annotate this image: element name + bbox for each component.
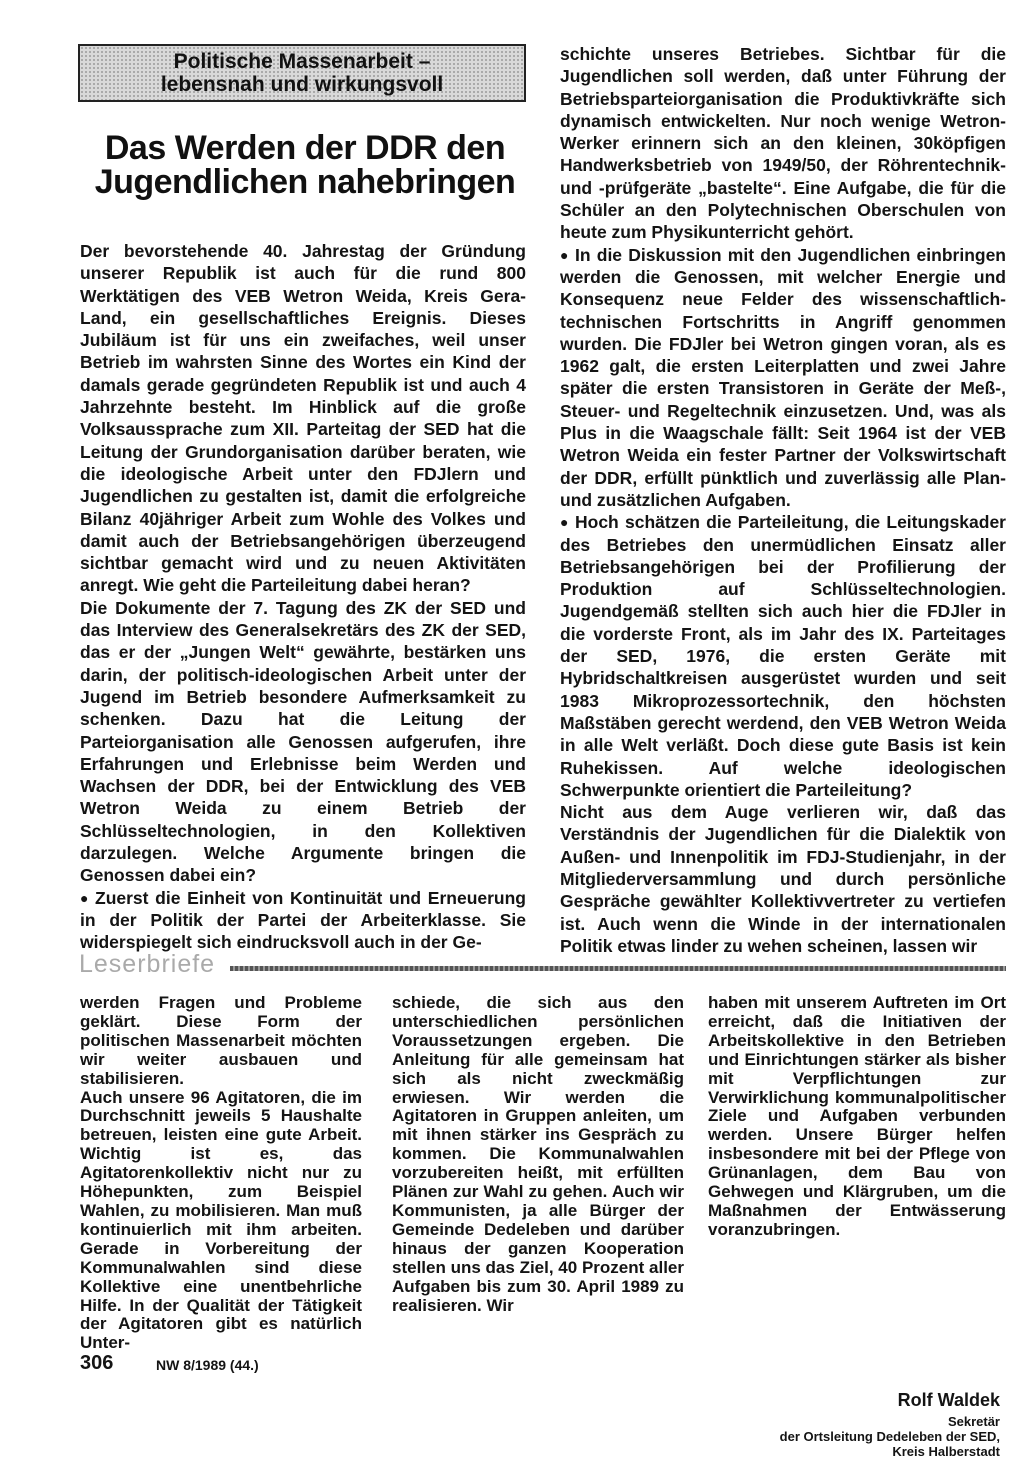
bullet-icon: ● [560, 246, 569, 263]
letters-paragraph: haben mit unserem Auftreten im Ort erreicht, daß die Initiativen der Arbeitskollektive in den Betrieben und Einrichtungen stärker als bisher mit Verpflichtungen zur Verwirklichung kommunalpolitischer Ziele und Aufgaben verbunden werden. Unsere Bürger helfen insbesondere mit bei der Pflege von Grünanlagen, dem Bau von Gehwegen und Klärgruben, um die Maßnahmen der Entwässerung voranzubringen. [708, 993, 1006, 1239]
article-paragraph: Der bevorstehende 40. Jahrestag der Gründung unserer Republik ist auch für die rund 800 Werktätigen des VEB Wetron Weida, Kreis Gera-Land, ein gesellschaftliches Ereignis. Dieses Jubiläum ist für uns ein zweifaches, weil unser Betrieb im wahrsten Sinne des Wortes ein Kind der damals gerade gegründeten Republik ist und auch 4 Jahrzehnte besteht. Im Hinblick auf die große Volksaussprache zum XII. Parteitag der SED hat die Leitung der Grundorganisation darüber beraten, wie die ideologische Arbeit unter den FDJlern und Jugendlichen zu gestalten ist, damit die erfolgreiche Bilanz 40jähriger Arbeit zum Wohle des Volkes und damit auch der Betriebsangehörigen überzeugend sichtbar gemacht wird und zu neuen Aktivitäten anregt. Wie geht die Parteileitung dabei heran? [80, 241, 526, 596]
article-paragraph: ● Zuerst die Einheit von Kontinuität und Erneuerung in der Politik der Partei der Arbeiterklasse. Sie widerspiegelt sich eindrucksvoll auch in der Ge- [80, 887, 526, 953]
page-number: 306 [80, 1352, 114, 1374]
article-column-1 [80, 240, 526, 954]
article-paragraph: Die Dokumente der 7. Tagung des ZK der SED und das Interview des Generalsekretärs des ZK der SED, das er der „Jungen Welt“ gewährte, bestärken uns darin, der politisch-ideologischen Arbeit unter der Jugend im Betrieb besondere Aufmerksamkeit zu schenken. Dazu hat die Leitung der Parteiorganisation alle Genossen aufgerufen, ihre Erfahrungen und Erlebnisse beim Werden und Wachsen der DDR, bei der Entwicklung des VEB Wetron Weida zu einem Betrieb der Schlüsseltechnologien, in den Kollektiven darzulegen. Welche Argumente bringen die Genossen dabei ein? [80, 597, 526, 886]
letters-paragraph: schiede, die sich aus den unterschiedlichen persönlichen Voraussetzungen ergeben. Die Anleitung für alle gemeinsam hat sich als nicht zweckmäßig erwiesen. Wir werden die Agitatoren in Gruppen anleiten, um mit ihnen stärker ins Gespräch zu kommen. Die Kommunalwahlen vorzubereiten heißt, mit erfüllten Plänen zur Wahl zu gehen. Auch wir Kommunisten, ja alle Bürger der Gemeinde Dedeleben und darüber hinaus der ganzen Kooperation stellen uns das Ziel, 40 Prozent aller Aufgaben bis zum 30. April 1989 zu realisieren. Wir [392, 993, 684, 1315]
bullet-icon: ● [560, 514, 569, 531]
letters-paragraph: werden Fragen und Probleme geklärt. Diese Form der politischen Massenarbeit möchten wir weiter ausbauen und stabilisieren. [80, 993, 362, 1088]
letters-column-3 [708, 994, 1006, 1240]
article-paragraph: ● In die Diskussion mit den Jugendlichen einbringen werden die Genossen, mit welcher Energie und Konsequenz neue Felder des wissenschaftlich-technischen Fortschritts in Angriff genommen wurden. Die FDJler bei Wetron gingen voran, als es 1962 galt, die ersten Leiterplatten und zwei Jahre später die ersten Transistoren in Geräte der Meß-, Steuer- und Regeltechnik einzusetzen. Und, was als Plus in die Waagschale fällt: Seit 1964 ist der VEB Wetron Weida ein fester Partner der Volkswirtschaft der DDR, erfüllt pünktlich und zuverlässig alle Plan- und zusätzlichen Aufgaben. [560, 244, 1006, 510]
kicker-line-2: lebensnah und wirkungsvoll [160, 73, 444, 96]
headline-line-1: Das Werden der DDR den [104, 129, 506, 167]
issue-reference: NW 8/1989 (44.) [156, 1357, 259, 1373]
signature-title: Sekretär [947, 1414, 1000, 1429]
letters-column-1 [80, 994, 362, 1353]
article-paragraph: ● Hoch schätzen die Parteileitung, die Leitungskader des Betriebes den unermüdlichen Einsatz aller Betriebsangehörigen bei der Profilierung der Produktion auf Schlüsseltechnologien. Jugendgemäß stellten sich auch hier die FDJler in die vorderste Front, als im Jahr des IX. Parteitages der SED, 1976, die ersten Geräte mit Hybridschaltkreisen ausgerüstet wurden und seit 1983 Mikroprozessortechnik, den höchsten Maßstäben gerecht werdend, den VEB Wetron Weida in alle Welt verläßt. Doch diese gute Basis ist kein Ruhekissen. Auf welche ideologischen Schwerpunkte orientiert die Parteileitung? [560, 512, 1006, 800]
letters-column-2 [392, 994, 684, 1315]
section-label-leserbriefe: Leserbriefe [79, 950, 216, 978]
article-paragraph: Nicht aus dem Auge verlieren wir, daß das Verständnis der Jugendlichen für die Dialektik von Außen- und Innenpolitik im FDJ-Studienjahr, in der Mitgliederversammlung und durch persönliche Gespräche gewählter Kollektivvertreter zu vertiefen ist. Auch wenn die Winde in der internationalen Politik etwas linder zu wehen scheinen, lassen wir [560, 802, 1006, 956]
signature-organisation: der Ortsleitung Dedeleben der SED, [779, 1429, 1000, 1444]
kicker-line-1: Politische Massenarbeit – [173, 50, 431, 73]
kicker-box [78, 44, 526, 102]
article-paragraph: schichte unseres Betriebes. Sichtbar für die Jugendlichen soll werden, daß unter Führung der Betriebsparteiorganisation die Produktivkräfte sich dynamisch entwickelten. Nur noch wenige Wetron-Werker erinnern sich an den kleinen, 30köpfigen Handwerksbetrieb von 1949/50, der Röhrentechnik- und -prüfgeräte „bastelte“. Eine Aufgabe, die für die Schüler an den Polytechnischen Oberschulen von heute zum Physikunterricht gehört. [560, 44, 1006, 243]
letters-paragraph: Auch unsere 96 Agitatoren, die im Durchschnitt jeweils 5 Haushalte betreuen, leisten eine gute Arbeit. Wichtig ist es, das Agitatorenkollektiv nicht nur zu Höhepunkten, zum Beispiel Wahlen, zu mobilisieren. Man muß kontinuierlich mit ihm arbeiten. Gerade in Vorbereitung der Kommunalwahlen sind diese Kollektive eine unentbehrliche Hilfe. In der Qualität der Tätigkeit der Agitatoren gibt es natürlich Unter- [80, 1087, 362, 1353]
headline-line-2: Jugendlichen nahebringen [94, 163, 516, 201]
bullet-icon: ● [80, 889, 89, 906]
signature-name: Rolf Waldek [897, 1390, 1000, 1410]
article-column-2 [560, 43, 1006, 957]
section-divider [230, 966, 1006, 971]
signature-region: Kreis Halberstadt [892, 1444, 1000, 1459]
